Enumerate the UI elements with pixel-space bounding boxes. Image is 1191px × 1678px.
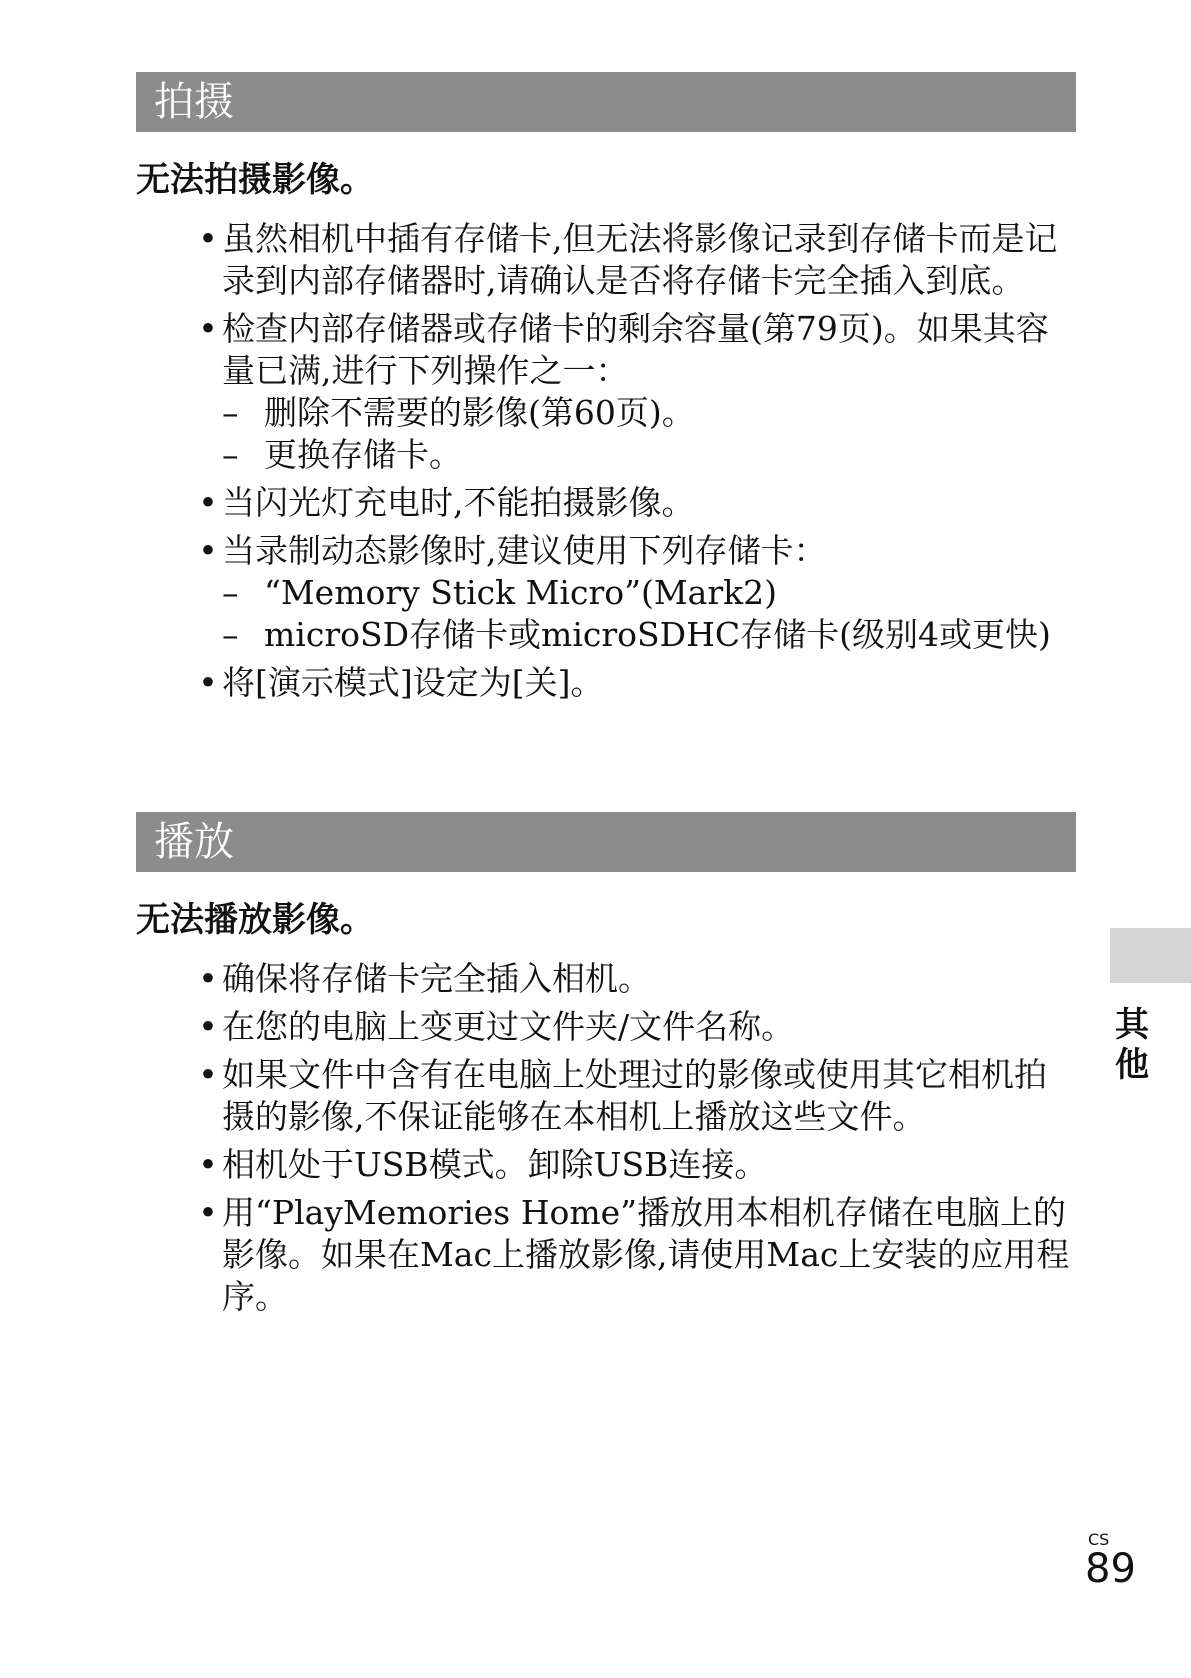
sub-item (222, 614, 1076, 656)
list-item (196, 1192, 1076, 1318)
list-item-text: 用“PlayMemories Home”播放用本相机存储在电脑上的影像。如果在Mac上播放影像,请使用Mac上安装的应用程序。 (222, 1193, 1070, 1316)
list-item-text: 相机处于USB模式。卸除USB连接。 (222, 1145, 768, 1184)
bullet: • (198, 483, 218, 522)
list-item (196, 1006, 1076, 1048)
sub-item-text: 更换存储卡。 (264, 435, 462, 474)
bullet: • (198, 1055, 218, 1094)
bullet: • (198, 959, 218, 998)
sub-item (222, 392, 1076, 434)
dash: – (222, 615, 239, 654)
list-item (196, 1144, 1076, 1186)
list-item-text: 当录制动态影像时,建议使用下列存储卡： (222, 531, 827, 570)
items-shooting (196, 218, 1076, 710)
list-item-text: 如果文件中含有在电脑上处理过的影像或使用其它相机拍摄的影像,不保证能够在本相机上播放这些文件。 (222, 1055, 1047, 1136)
list-item (196, 482, 1076, 524)
bullet: • (198, 219, 218, 258)
section-header-playback: 播放 (136, 812, 1076, 872)
list-item-text: 将[演示模式]设定为[关]。 (222, 663, 604, 702)
page-language-code: CS (1088, 1530, 1110, 1549)
bullet: • (198, 531, 218, 570)
list-item (196, 218, 1076, 302)
list-item (196, 958, 1076, 1000)
bullet: • (198, 309, 218, 348)
items-playback (196, 958, 1076, 1324)
side-tab-label: 其他 (1115, 1005, 1149, 1085)
dash: – (222, 393, 239, 432)
list-item-text: 虽然相机中插有存储卡,但无法将影像记录到存储卡而是记录到内部存储器时,请确认是否将存储卡完全插入到底。 (222, 219, 1058, 300)
side-tab-marker (1110, 928, 1191, 983)
bullet: • (198, 1193, 218, 1232)
section-header-shooting: 拍摄 (136, 72, 1076, 132)
bullet: • (198, 1145, 218, 1184)
list-item (196, 308, 1076, 476)
sub-item-text: microSD存储卡或microSDHC存储卡(级别4或更快) (264, 615, 1051, 654)
list-item (196, 530, 1076, 656)
dash: – (222, 435, 239, 474)
bullet: • (198, 1007, 218, 1046)
question-playback: 无法播放影像。 (136, 900, 374, 940)
bullet: • (198, 663, 218, 702)
sub-item-text: 删除不需要的影像(第60页)。 (264, 393, 695, 432)
list-item (196, 662, 1076, 704)
question-shooting: 无法拍摄影像。 (136, 160, 374, 200)
list-item-text: 在您的电脑上变更过文件夹/文件名称。 (222, 1007, 795, 1046)
sub-item (222, 434, 1076, 476)
list-item (196, 1054, 1076, 1138)
dash: – (222, 573, 239, 612)
sub-item-text: “Memory Stick Micro”(Mark2) (264, 573, 777, 612)
list-item-text: 确保将存储卡完全插入相机。 (222, 959, 651, 998)
page-number: 89 (1085, 1546, 1136, 1592)
list-item-text: 检查内部存储器或存储卡的剩余容量(第79页)。如果其容量已满,进行下列操作之一： (222, 309, 1049, 390)
sub-item (222, 572, 1076, 614)
list-item-text: 当闪光灯充电时,不能拍摄影像。 (222, 483, 695, 522)
